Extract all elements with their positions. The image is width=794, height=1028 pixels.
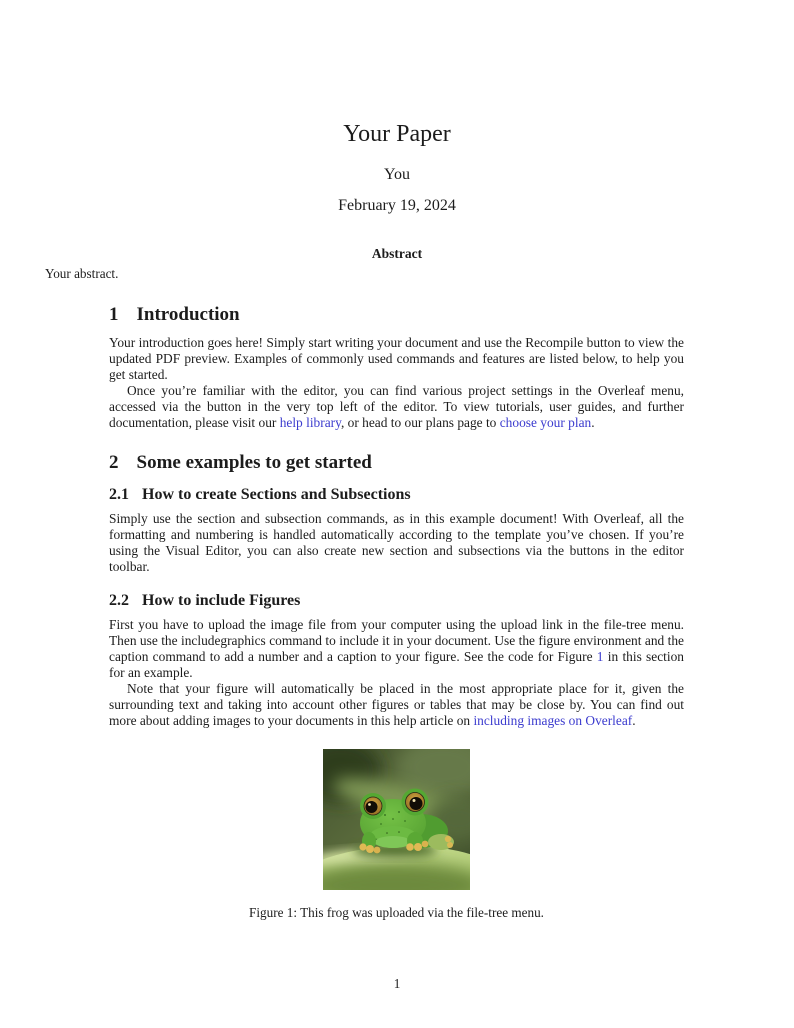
paragraph-text: Once you’re familiar with the editor, you can find various project settings in the Overleaf menu, accessed via the button in the very top left of the editor. To view tutorials, user guides, and further documentation, please visit our [109,383,684,430]
paragraph-text: . [632,713,636,728]
including-images-link[interactable]: including images on Overleaf [473,713,633,728]
figure-1-reference-link[interactable]: 1 [596,649,604,664]
section-heading-introduction [109,303,684,326]
paragraph-figures-1 [109,617,684,681]
page-number: 1 [393,976,401,991]
subsection-title: How to create Sections and Subsections [142,486,411,503]
paragraph-intro-2 [109,383,684,431]
paper-author: You [384,166,410,183]
section-title: Introduction [136,304,240,325]
abstract-text: Your abstract. [45,266,119,281]
paragraph-text: . [591,415,595,430]
subsection-heading-sections [109,485,684,504]
subsection-number: 2.2 [109,592,129,609]
paragraph-sections: Simply use the section and subsection commands, as in this example document! With Overleaf, all the formatting and numbering is handled automatically according to the template you’ve chosen. If you’re using the Visual Editor, you can also create new section and subsections via the buttons in the editor toolbar. [109,511,684,574]
abstract-heading: Abstract [371,246,423,261]
paper-date: February 19, 2024 [338,197,456,214]
choose-your-plan-link[interactable]: choose your plan [499,415,592,430]
paper-title: Your Paper [343,121,451,147]
help-library-link[interactable]: help library [279,415,341,430]
subsection-title: How to include Figures [142,592,301,609]
paragraph-intro-1: Your introduction goes here! Simply start writing your document and use the Recompile button to view the updated PDF preview. Examples of commonly used commands and features are listed below, to help you get started. [109,335,684,382]
section-number: 2 [109,452,119,473]
paragraph-text: , or head to our plans page to [340,415,500,430]
figure-1 [109,749,684,921]
paragraph-text: First you have to upload the image file from your computer using the upload link in the file-tree menu. Then use the includegraphics command to include it in your document. Use the figure environment and the caption command to add a number and a caption to your figure. See the code for Figure [109,617,684,664]
section-title: Some examples to get started [136,452,372,473]
section-heading-examples [109,451,684,474]
frog-photo [323,749,470,890]
subsection-number: 2.1 [109,486,129,503]
figure-caption: Figure 1: This frog was uploaded via the file-tree menu. [249,905,544,920]
paragraph-text: in this section for an example. [109,649,684,680]
section-number: 1 [109,304,119,325]
subsection-heading-figures [109,591,684,610]
paragraph-text: Note that your figure will automatically be placed in the most appropriate place for it, given the surrounding text and taking into account other figures or tables that may be close by. You can find out more about adding images to your documents in this help article on [109,681,684,728]
paragraph-figures-2 [109,681,684,729]
